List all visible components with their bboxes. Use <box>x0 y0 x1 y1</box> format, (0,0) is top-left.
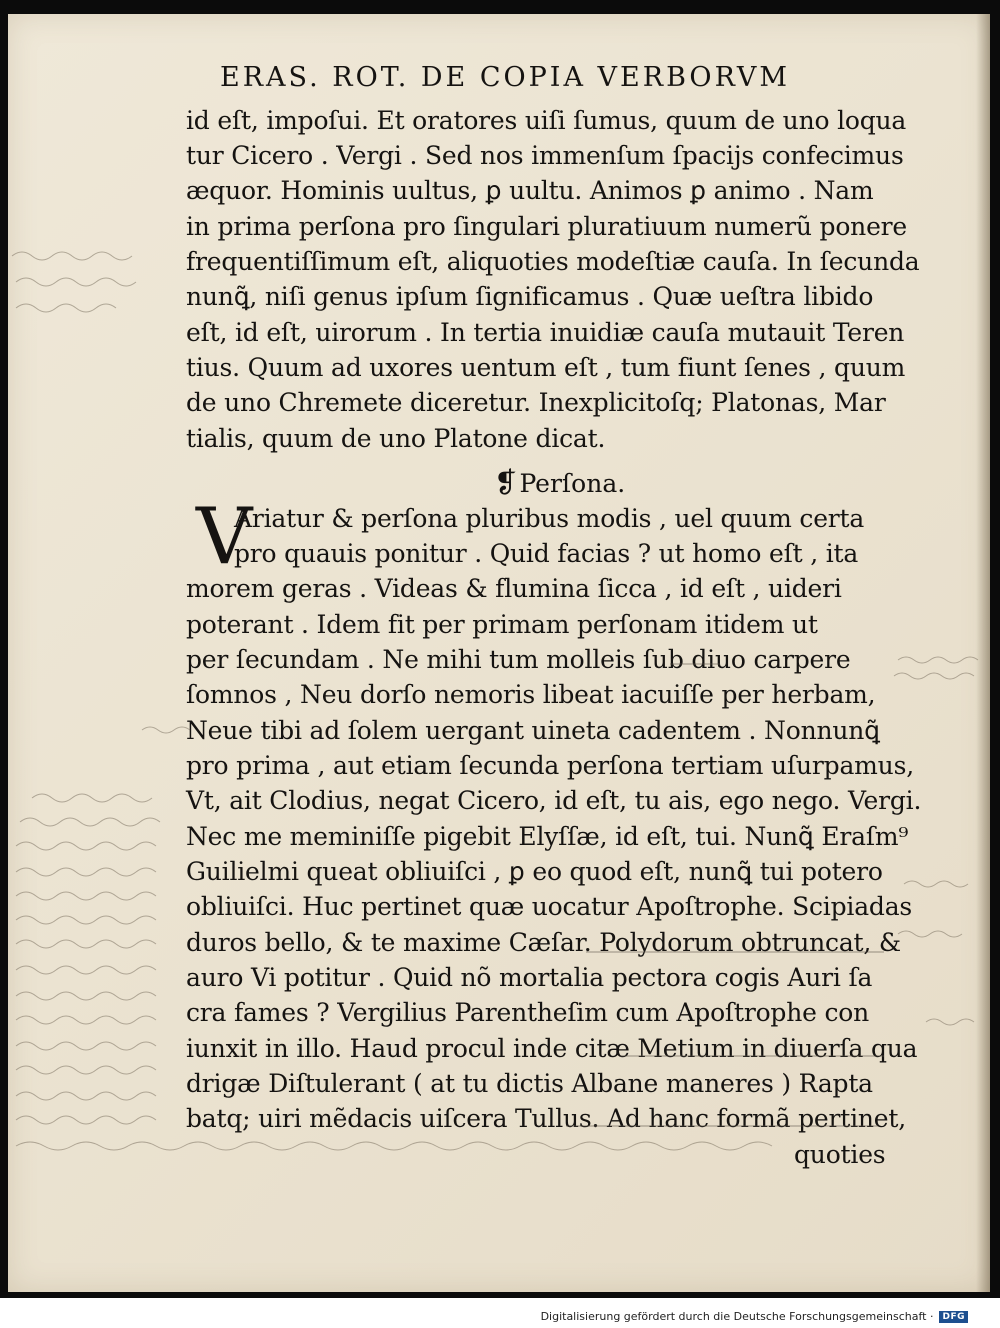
text-line: tialis, quum de uno Platone dicat. <box>186 424 606 453</box>
text-line: pro quauis ponitur . Quid facias ? ut homo eſt , ita <box>234 539 859 568</box>
text-line: Guilielmi queat obliuiſci , ꝑ eo quod eſt, nunꝗ̃ tui potero <box>186 857 883 886</box>
book-page <box>8 14 990 1292</box>
text-line: iunxit in illo. Haud procul inde citæ Metium in diuerſa qua <box>186 1034 918 1063</box>
section-heading <box>494 466 625 499</box>
text-line: æquor. Hominis uultus, ꝑ uultu. Animos ꝑ animo . Nam <box>186 176 874 205</box>
text-line: obliuiſci. Huc pertinet quæ uocatur Apoſtrophe. Scipiadas <box>186 892 913 921</box>
text-line: frequentiſſimum eſt, aliquoties modeſtiæ cauſa. In ſecunda <box>186 247 920 276</box>
section-heading-text: Perſona. <box>519 469 626 498</box>
text-line: cra fames ? Vergilius Parentheſim cum Apoſtrophe con <box>186 998 870 1027</box>
catchword: quoties <box>794 1140 886 1169</box>
text-line: tur Cicero . Vergi . Sed nos immenſum ſpacijs confecimus <box>186 141 904 170</box>
text-line: Vt, ait Clodius, negat Cicero, id eſt, tu ais, ego nego. Vergi. <box>186 786 922 815</box>
text-line: eſt, id eſt, uirorum . In tertia inuidiæ cauſa mutauit Teren <box>186 318 905 347</box>
footer-credit-text: Digitalisierung gefördert durch die Deutsche Forschungsgemeinschaft · <box>540 1310 934 1323</box>
text-line: de uno Chremete diceretur. Inexplicitoſq; Platonas, Mar <box>186 388 886 417</box>
dfg-logo-icon: DFG <box>939 1311 968 1323</box>
text-line: pro prima , aut etiam ſecunda perſona tertiam uſurpamus, <box>186 751 914 780</box>
text-line: auro Vi potitur . Quid nõ mortalia pectora cogis Auri ſa <box>186 963 873 992</box>
text-line: Nec me meminiſſe pigebit Elyſſæ, id eſt, tui. Nunꝗ̃ Eraſm⁹ <box>186 822 909 851</box>
text-line: per ſecundam . Ne mihi tum molleis ſub diuo carpere <box>186 645 851 674</box>
text-line: ſomnos , Neu dorſo nemoris libeat iacuiſſe per herbam, <box>186 680 876 709</box>
text-line: Neue tibi ad ſolem uergant uineta cadentem . Nonnunꝗ̃ <box>186 716 880 745</box>
drop-cap: V <box>196 492 253 582</box>
text-line: drigæ Diſtulerant ( at tu dictis Albane maneres ) Rapta <box>186 1069 873 1098</box>
text-line: tius. Quum ad uxores uentum eſt , tum fiunt ſenes , quum <box>186 353 906 382</box>
text-line: poterant . Idem fit per primam perſonam itidem ut <box>186 610 818 639</box>
text-line: nunꝗ̃, niſi genus ipſum ſignificamus . Quæ ueſtra libido <box>186 282 874 311</box>
text-line: Ariatur & perſona pluribus modis , uel quum certa <box>234 504 865 533</box>
text-line: batq; uiri mẽdacis uiſcera Tullus. Ad hanc formã pertinet, <box>186 1104 906 1133</box>
footer-credit <box>541 1310 968 1323</box>
paragraph-mark-icon: ❡ <box>494 466 518 499</box>
running-head: ERAS. ROT. DE COPIA VERBORVM <box>220 62 791 93</box>
text-line: morem geras . Videas & flumina ſicca , id eſt , uideri <box>186 574 842 603</box>
text-line: duros bello, & te maxime Cæſar. Polydorum obtruncat, & <box>186 928 901 957</box>
text-line: in prima perſona pro ſingulari pluratiuum numerũ ponere <box>186 212 908 241</box>
text-line: id eſt, impoſui. Et oratores uiſi ſumus, quum de uno loqua <box>186 106 907 135</box>
